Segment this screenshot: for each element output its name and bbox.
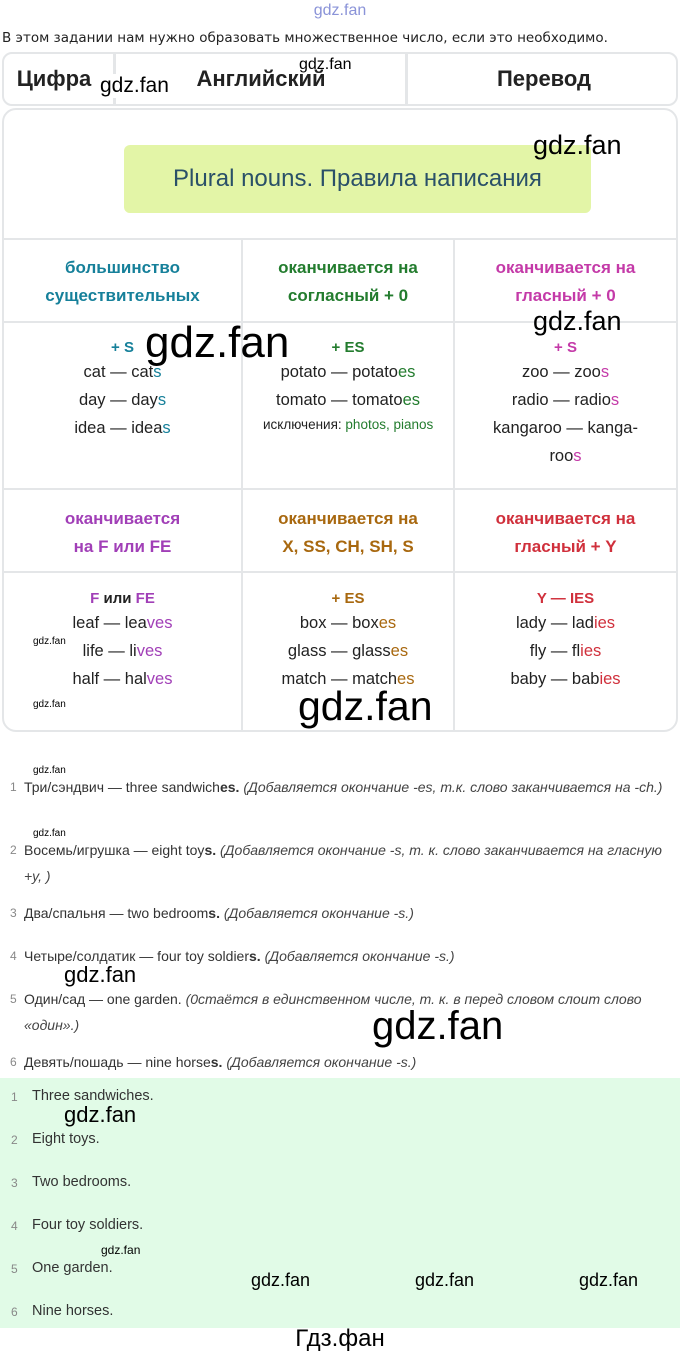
- explanation-item: 6 Девять/пошадь — nine horses. (Добавляется окончание -s.): [10, 1054, 417, 1070]
- exceptions-note: исключения: photos, pianos: [263, 417, 434, 432]
- row-divider: [4, 238, 676, 240]
- example: baby — babies: [510, 670, 621, 688]
- task-intro: В этом задании нам нужно образовать множественное число, если это необходимо.: [2, 30, 608, 46]
- watermark: gdz.fan: [100, 74, 169, 97]
- category-vowel-o: оканчивается на гласный + 0: [495, 258, 636, 305]
- explanation-item: 3 Два/спальня — two bedrooms. (Добавляется окончание -s.): [10, 905, 414, 921]
- example: half — halves: [72, 670, 173, 688]
- example: day — days: [78, 391, 167, 409]
- watermark: gdz.fan: [372, 1004, 504, 1048]
- watermark: gdz.fan: [64, 1102, 137, 1127]
- rule-label: + ES: [331, 339, 365, 356]
- example: match — matches: [281, 670, 415, 688]
- rule-label: F или FE: [90, 590, 155, 607]
- rule-cell-ies: [455, 589, 676, 693]
- explanation-item: 4 Четыре/солдатик — four toy soldiers. (Добавляется окончание -s.): [10, 948, 455, 964]
- watermark: gdz.fan: [533, 130, 622, 160]
- watermark: gdz.fan: [579, 1270, 639, 1290]
- watermark: gdz.fan: [415, 1270, 475, 1290]
- example: lady — ladies: [515, 614, 616, 632]
- example: kangaroo — kanga-: [493, 419, 638, 437]
- example: fly — flies: [529, 642, 602, 660]
- watermark: gdz.fan: [33, 699, 66, 710]
- example: glass — glasses: [287, 642, 409, 660]
- watermark: gdz.fan: [33, 636, 66, 647]
- rule-label: + ES: [331, 590, 365, 607]
- example: zoo — zoos: [521, 363, 610, 381]
- watermark: gdz.fan: [33, 828, 66, 839]
- plural-rules-card: [2, 108, 678, 732]
- row-divider: [4, 488, 676, 490]
- rule-cell-es: [243, 589, 453, 693]
- watermark: gdz.fan: [33, 765, 66, 776]
- row-divider: [4, 571, 676, 573]
- category-most-nouns: большинство существительных: [45, 258, 200, 305]
- example: life — lives: [82, 642, 163, 660]
- watermark: gdz.fan: [64, 962, 137, 987]
- header-digit: Цифра: [16, 66, 92, 91]
- header-translation: Перевод: [496, 66, 592, 91]
- header-watermark: gdz.fan: [313, 2, 367, 19]
- watermark: gdz.fan: [299, 56, 352, 73]
- watermark: gdz.fan: [101, 1243, 141, 1257]
- watermark: gdz.fan: [298, 683, 433, 729]
- rules-banner: Plural nouns. Правила написания: [124, 145, 591, 213]
- category-vowel-y: оканчивается на гласный + Y: [495, 509, 636, 556]
- example: idea — ideas: [74, 419, 171, 437]
- explanation-item: 2 Восемь/игрушка — eight toys. (Добавляется окончание -s, т. к. слово заканчивается на гласную +y, ): [10, 842, 662, 884]
- rule-label: + S: [111, 339, 134, 356]
- example: leaf — leaves: [72, 614, 173, 632]
- footer-site-name: Гдз.фан: [295, 1325, 385, 1352]
- explanation-item: 1 Три/сэндвич — three sandwiches. (Добавляется окончание -es, т.к. слово заканчивается на -ch.): [10, 779, 663, 795]
- example: box — boxes: [299, 614, 397, 632]
- explanation-item: 5 Один/сад — one garden. (0стаётся в единственном числе, т. к. в перед словом слоит слово «один».): [10, 991, 642, 1033]
- watermark: gdz.fan: [533, 306, 622, 336]
- category-f-fe: оканчивается на F или FE: [64, 509, 181, 556]
- category-sibilants: оканчивается на X, SS, CH, SH, S: [278, 509, 418, 556]
- category-consonant-o: оканчивается на согласный + 0: [278, 258, 418, 305]
- example: radio — radios: [511, 391, 620, 409]
- watermark: gdz.fan: [251, 1270, 311, 1290]
- example: cat — cats: [83, 363, 162, 381]
- header-english: Английский: [196, 66, 326, 91]
- rule-cell-s-vowel: [455, 338, 676, 470]
- rule-label: Y — IES: [536, 590, 595, 607]
- example: potato — potatoes: [280, 363, 416, 381]
- rule-label: + S: [554, 339, 577, 356]
- example: roos: [549, 447, 582, 465]
- example: tomato — tomatoes: [276, 391, 420, 409]
- watermark: gdz.fan: [145, 318, 290, 367]
